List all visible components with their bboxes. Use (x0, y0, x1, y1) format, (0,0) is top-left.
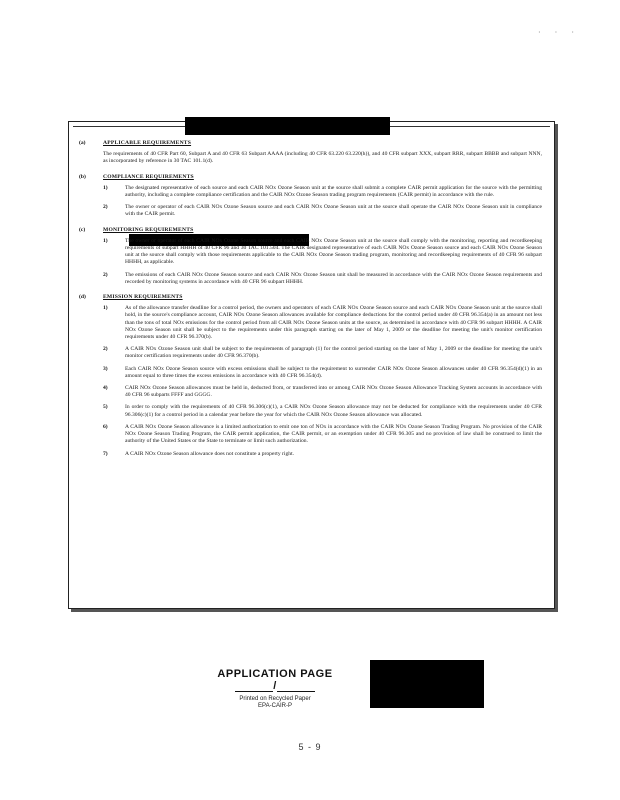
document-frame (68, 121, 555, 609)
section-applicable-requirements (79, 140, 542, 166)
section-label: (d) (79, 294, 86, 301)
list-item (103, 366, 542, 380)
application-page-blank (277, 681, 315, 692)
section-label: (b) (79, 173, 86, 180)
footer-note (205, 696, 345, 710)
application-page-title (205, 668, 345, 692)
item-text: A CAIR NOx Ozone Season unit shall be subject to the requirements of paragraph (1) for the control period starting on the later of May 1, 2009 or the deadline for meeting the unit's monitor certification requirements under 40 CFR 96.370(b). (125, 346, 542, 360)
application-page-label: APPLICATION PAGE (217, 668, 333, 680)
application-page-separator: / (273, 680, 277, 692)
item-number: 2) (103, 204, 108, 211)
list-item (103, 385, 542, 399)
item-number: 3) (103, 365, 108, 372)
section-monitoring-requirements (79, 227, 542, 286)
redaction-box-footer (370, 660, 484, 708)
item-text: In order to comply with the requirements of 40 CFR 96.306(c)(1), a CAIR NOx Ozone Season allowance may not be deducted for compliance with the requirements under 40 CFR 96.306(c)(1) for a control period in a calendar year before the year for which the CAIR NOx Ozone Season allowance was allocated. (125, 404, 542, 418)
application-page-footer (205, 668, 345, 710)
section-title: APPLICABLE REQUIREMENTS (103, 140, 192, 146)
item-number: 2) (103, 346, 108, 353)
list-item (103, 305, 542, 341)
item-text: The owner or operator of each CAIR NOx Ozone Season source and each CAIR NOx Ozone Season unit at the source shall operate the CAIR NOx Ozone Season unit in compliance with the CAIR permit. (125, 204, 542, 218)
application-page-blank (235, 681, 273, 692)
item-number: 1) (103, 237, 108, 244)
item-text: CAIR NOx Ozone Season allowances must be held in, deducted from, or transferred into or among CAIR NOx Ozone Season Allowance Tracking System accounts in accordance with 40 CFR 96 subparts FFFF and GGGG. (125, 385, 542, 399)
item-text: The owner or operator of each CAIR NOx Ozone Season source and each CAIR NOx Ozone Season unit at the source shall comply with the monitoring, reporting and recordkeeping requirements of subpart HHHH of 40 CFR 96 and 30 TAC 101.504. The CAIR designated representative of each CAIR NOx Ozone Season source and each CAIR NOx Ozone Season unit at the source shall comply with those requirements applicable to the CAIR NOx Ozone Season trading program, monitoring and recordkeeping requirements of 40 CFR 96 subpart HHHH, as applicable. (125, 237, 542, 266)
redaction-box-top (185, 117, 390, 135)
footer-note-line1: Printed on Recycled Paper (239, 696, 311, 702)
item-number: 2) (103, 271, 108, 278)
list-item (103, 204, 542, 218)
section-text: The requirements of 40 CFR Part 60, Subpart A and 40 CFR 63 Subpart AAAA (including 40 CFR 63.220 63.220(h)), and 40 CFR subpart XXX, subpart RRR, subpart BBBB and subpart NNN, as incorporated by reference in 30 TAC 101.1(d). (103, 151, 542, 165)
list-item (103, 346, 542, 360)
section-title: COMPLIANCE REQUIREMENTS (103, 173, 194, 180)
item-number: 1) (103, 184, 108, 191)
list-item (103, 404, 542, 418)
list-item (103, 424, 542, 446)
list-item (103, 272, 542, 286)
item-number: 1) (103, 305, 108, 312)
item-text: Each CAIR NOx Ozone Season source with excess emissions shall be subject to the requirement to surrender CAIR NOx Ozone Season allowances under 40 CFR 96.354(d)(1) in an amount equal to three times the excess emissions in accordance with 40 CFR 96.354(d). (125, 365, 542, 379)
section-label: (c) (79, 226, 86, 233)
scan-specks: · · · (538, 28, 580, 37)
item-number: 5) (103, 404, 108, 411)
document-content (79, 140, 542, 466)
item-number: 6) (103, 423, 108, 430)
footer-note-line2: EPA-CAIR-P (258, 703, 292, 709)
item-text: As of the allowance transfer deadline for a control period, the owners and operators of each CAIR NOx Ozone Season source and each CAIR NOx Ozone Season unit at the source shall hold, in the source's compliance account, CAIR NOx Ozone Season allowances available for compliance deductions for the control period under 40 CFR 96.354(a) in an amount not less than the tons of total NOx emissions for the control period from all CAIR NOx Ozone Season units at the source, as determined in accordance with 40 CFR 96 subpart HHHH. A CAIR NOx Ozone Season unit shall be subject to the requirements under this paragraph starting on the later of May 1, 2009 or the deadline for meeting the unit's monitor certification requirements under 40 CFR 96.370(b). (125, 305, 542, 341)
item-text: The emissions of each CAIR NOx Ozone Season source and each CAIR NOx Ozone Season unit shall be measured in accordance with the CAIR NOx Ozone Season requirements and recorded by monitoring systems in accordance with 40 CFR 96 subpart HHHH. (125, 271, 542, 285)
section-compliance-requirements (79, 174, 542, 219)
section-label: (a) (79, 140, 86, 146)
section-emission-requirements (79, 294, 542, 458)
item-number: 7) (103, 450, 108, 457)
section-title: MONITORING REQUIREMENTS (103, 226, 194, 233)
item-number: 4) (103, 385, 108, 392)
section-title: EMISSION REQUIREMENTS (103, 294, 183, 301)
list-item (103, 238, 542, 267)
item-text: The designated representative of each source and each CAIR NOx Ozone Season unit at the source shall submit a complete CAIR permit application for the source with the permitting authority, including a complete compliance certification and the CAIR NOx Ozone Season trading program requirements (CAIR permit) in accordance with the rule. (125, 184, 542, 199)
item-text: A CAIR NOx Ozone Season allowance does not constitute a property right. (125, 450, 295, 457)
list-item (103, 185, 542, 199)
list-item (103, 451, 542, 458)
item-text: A CAIR NOx Ozone Season allowance is a limited authorization to emit one ton of NOx in accordance with the CAIR NOx Ozone Season Trading Program. No provision of the CAIR NOx Ozone Season Trading Program, the CAIR permit application, the CAIR permit, or an exemption under 40 CFR 96.305 and no provision of law shall be construed to limit the authority of the United States or the State to terminate or limit such authorization. (125, 423, 542, 445)
page-number: 5 - 9 (298, 742, 322, 752)
